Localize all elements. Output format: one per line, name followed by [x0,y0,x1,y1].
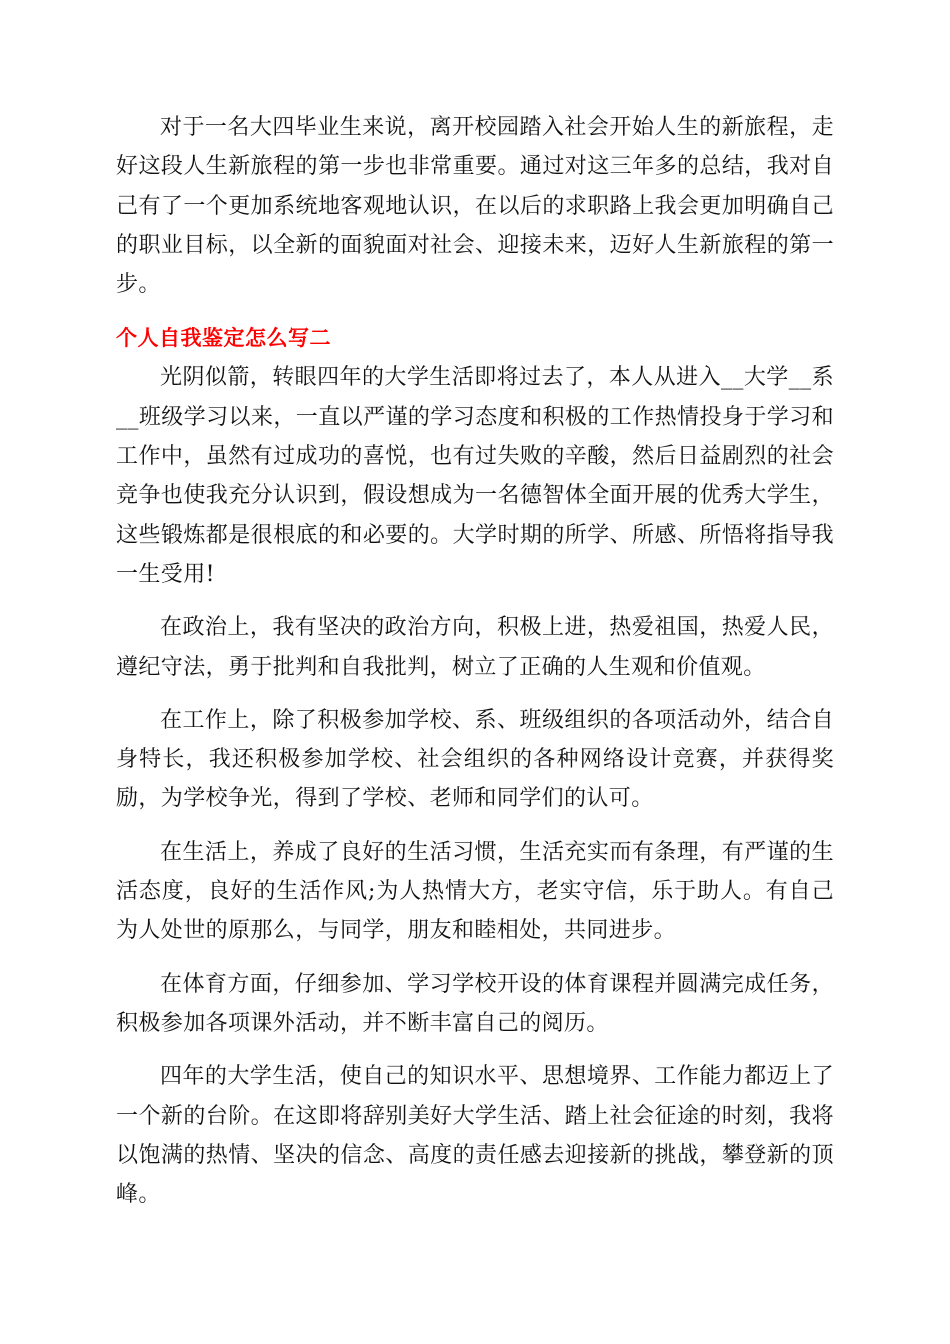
body-paragraph-politics: 在政治上，我有坚决的政治方向，积极上进，热爱祖国，热爱人民，遵纪守法，勇于批判和自我批判，树立了正确的人生观和价值观。 [116,615,834,680]
body-paragraph-work: 在工作上，除了积极参加学校、系、班级组织的各项活动外，结合自身特长，我还积极参加学校、社会组织的各种网络设计竞赛，并获得奖励，为学校争光，得到了学校、老师和同学们的认可。 [116,707,834,812]
body-paragraph-life: 在生活上，养成了良好的生活习惯，生活充实而有条理，有严谨的生活态度，良好的生活作风;为人热情大方，老实守信，乐于助人。有自己为人处世的原那么，与同学，朋友和睦相处，共同进步。 [116,839,834,944]
body-paragraph-conclusion: 四年的大学生活，使自己的知识水平、思想境界、工作能力都迈上了一个新的台阶。在这即将辞别美好大学生活、踏上社会征途的时刻，我将以饱满的热情、坚决的信念、高度的责任感去迎接新的挑战，攀登新的顶峰。 [116,1064,834,1208]
section-heading: 个人自我鉴定怎么写二 [116,326,331,351]
document-page [116,108,834,1228]
body-paragraph-sports: 在体育方面，仔细参加、学习学校开设的体育课程并圆满完成任务，积极参加各项课外活动，并不断丰富自己的阅历。 [116,971,834,1036]
body-paragraph-1: 光阴似箭，转眼四年的大学生活即将过去了，本人从进入__大学__系__班级学习以来，一直以严谨的学习态度和积极的工作热情投身于学习和工作中，虽然有过成功的喜悦，也有过失败的辛酸，然后日益剧烈的社会竞争也使我充分认识到，假设想成为一名德智体全面开展的优秀大学生，这些锻炼都是很根底的和必要的。大学时期的所学、所感、所悟将指导我一生受用! [116,365,834,587]
intro-paragraph: 对于一名大四毕业生来说，离开校园踏入社会开始人生的新旅程，走好这段人生新旅程的第一步也非常重要。通过对这三年多的总结，我对自己有了一个更加系统地客观地认识，在以后的求职路上我会更加明确自己的职业目标，以全新的面貌面对社会、迎接未来，迈好人生新旅程的第一步。 [116,115,834,298]
